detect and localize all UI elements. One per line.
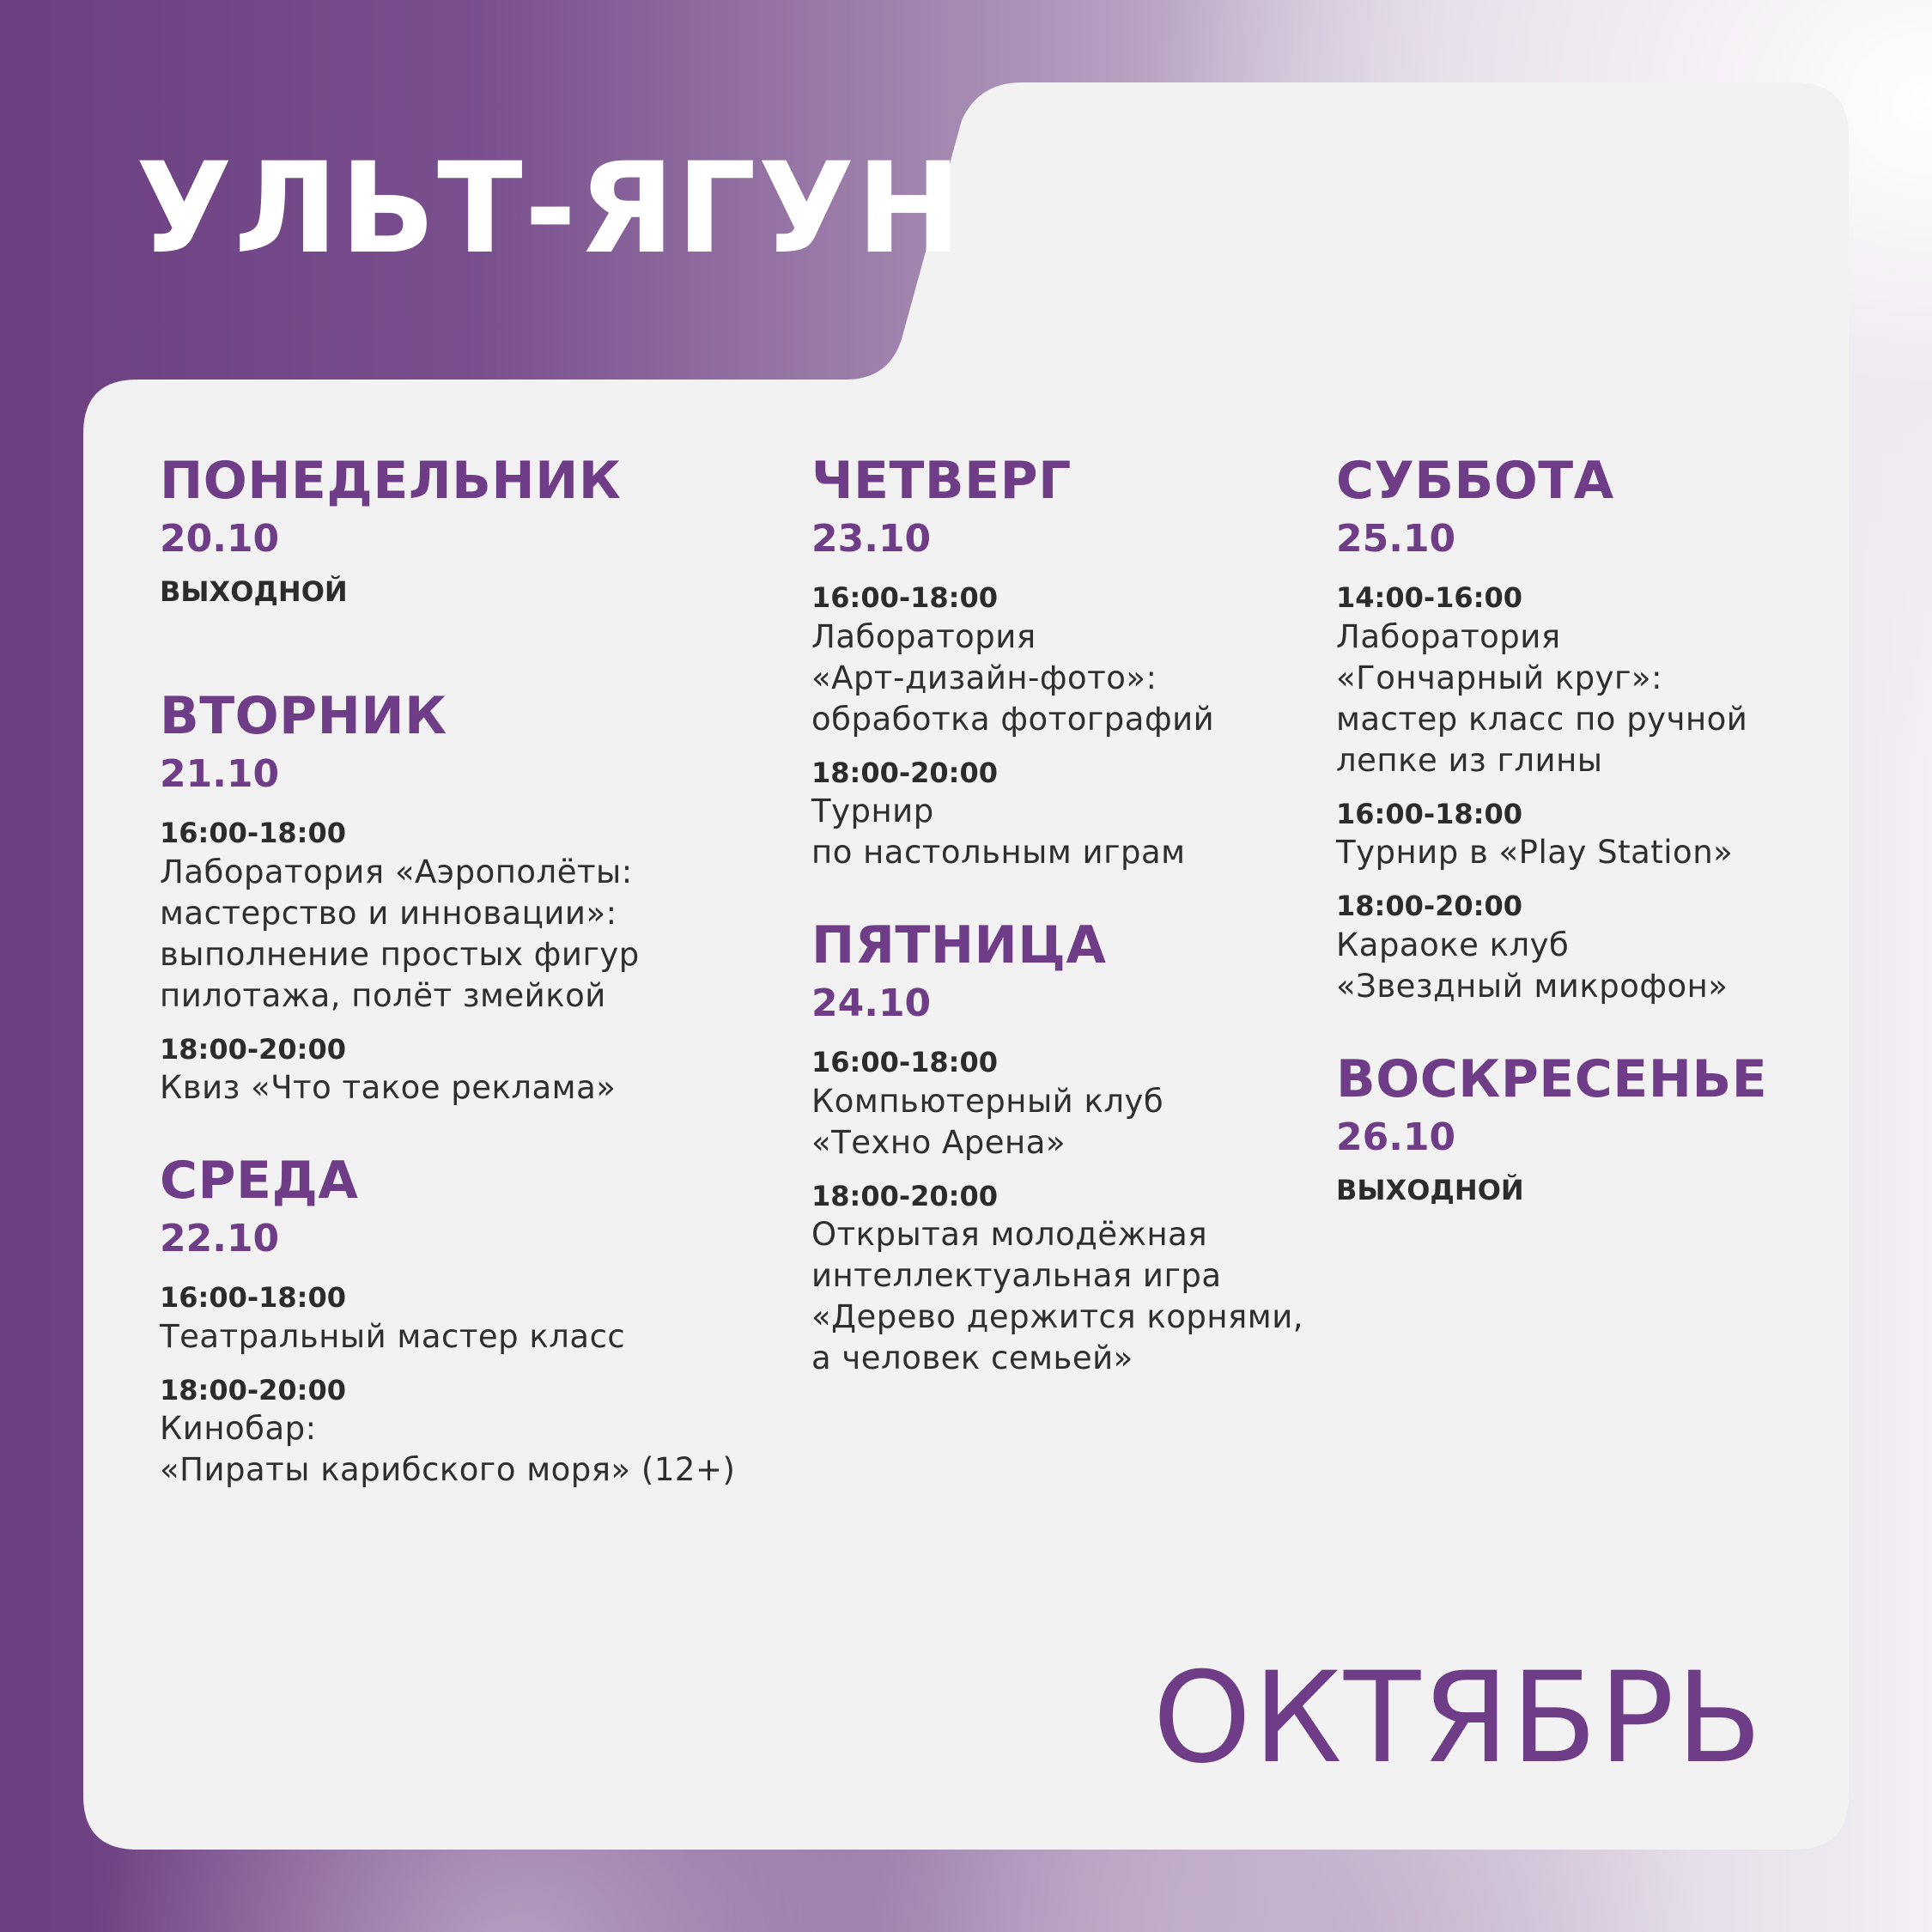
event-description: Театральный мастер класс	[160, 1317, 626, 1355]
day-date: 24.10	[811, 981, 932, 1026]
event	[160, 816, 795, 1017]
month-label: ОКТЯБРЬ	[1152, 1645, 1764, 1791]
event-description: Лаборатория «Гончарный круг»: мастер класс по ручной лепке из глины	[1336, 617, 1748, 779]
event-description: Кинобар: «Пираты карибского моря» (12+)	[160, 1410, 736, 1489]
event-description: Компьютерный клуб «Техно Арена»	[811, 1082, 1164, 1161]
event-description: Открытая молодёжная интеллектуальная игра «Дерево держится корнями, а человек семьей»	[811, 1216, 1304, 1377]
event	[811, 1179, 1361, 1380]
event-time: 16:00-18:00	[160, 817, 346, 849]
day-friday	[811, 915, 1361, 1379]
day-off-label: ВЫХОДНОЙ	[1336, 1173, 1524, 1206]
day-thursday	[811, 451, 1361, 873]
day-wednesday	[160, 1151, 795, 1491]
day-name: ВТОРНИК	[160, 686, 447, 746]
event-time: 18:00-20:00	[811, 756, 998, 789]
day-sunday	[1336, 1048, 1817, 1206]
event	[160, 1280, 795, 1358]
event	[160, 1032, 795, 1109]
event-time: 14:00-16:00	[1336, 581, 1522, 614]
schedule-column-3	[1336, 451, 1817, 1253]
event	[811, 580, 1361, 740]
day-name: ВОСКРЕСЕНЬЕ	[1336, 1048, 1768, 1109]
event-time: 18:00-20:00	[160, 1032, 346, 1066]
day-monday	[160, 451, 795, 608]
day-off-label: ВЫХОДНОЙ	[160, 575, 348, 608]
day-name: ПОНЕДЕЛЬНИК	[160, 451, 622, 511]
event	[1336, 889, 1817, 1007]
event-time: 18:00-20:00	[811, 1179, 998, 1212]
event	[1336, 580, 1817, 781]
event-description: Турнир по настольным играм	[811, 793, 1186, 872]
event-description: Караоке клуб «Звездный микрофон»	[1336, 926, 1728, 1005]
day-date: 26.10	[1336, 1115, 1456, 1159]
event	[811, 1045, 1361, 1163]
event-description: Квиз «Что такое реклама»	[160, 1069, 617, 1107]
event-description: Турнир в «Play Station»	[1336, 834, 1734, 872]
day-tuesday	[160, 686, 795, 1109]
day-name: ЧЕТВЕРГ	[811, 451, 1072, 511]
event	[1336, 797, 1817, 874]
day-saturday	[1336, 451, 1817, 1007]
event-description: Лаборатория «Аэрополёты: мастерство и инновации»: выполнение простых фигур пилотажа, полёт змейкой	[160, 853, 640, 1014]
event-time: 18:00-20:00	[1336, 890, 1522, 923]
event-time: 16:00-18:00	[811, 581, 998, 614]
event-time: 18:00-20:00	[160, 1373, 346, 1406]
day-date: 25.10	[1336, 517, 1456, 561]
event-description: Лаборатория «Арт-дизайн-фото»: обработка фотографий	[811, 617, 1215, 738]
event-time: 16:00-18:00	[811, 1046, 998, 1079]
day-date: 23.10	[811, 517, 932, 561]
day-date: 20.10	[160, 517, 280, 561]
schedule-column-2	[811, 451, 1361, 1425]
schedule-column-1	[160, 451, 795, 1537]
day-name: СУББОТА	[1336, 451, 1614, 511]
event-time: 16:00-18:00	[160, 1281, 346, 1315]
day-name: ПЯТНИЦА	[811, 915, 1107, 976]
day-date: 22.10	[160, 1217, 280, 1261]
event-time: 16:00-18:00	[1336, 797, 1522, 830]
day-date: 21.10	[160, 752, 280, 796]
event	[811, 756, 1361, 874]
event	[160, 1373, 795, 1492]
village-title: УЛЬТ-ЯГУН	[136, 136, 963, 282]
day-name: СРЕДА	[160, 1151, 359, 1212]
